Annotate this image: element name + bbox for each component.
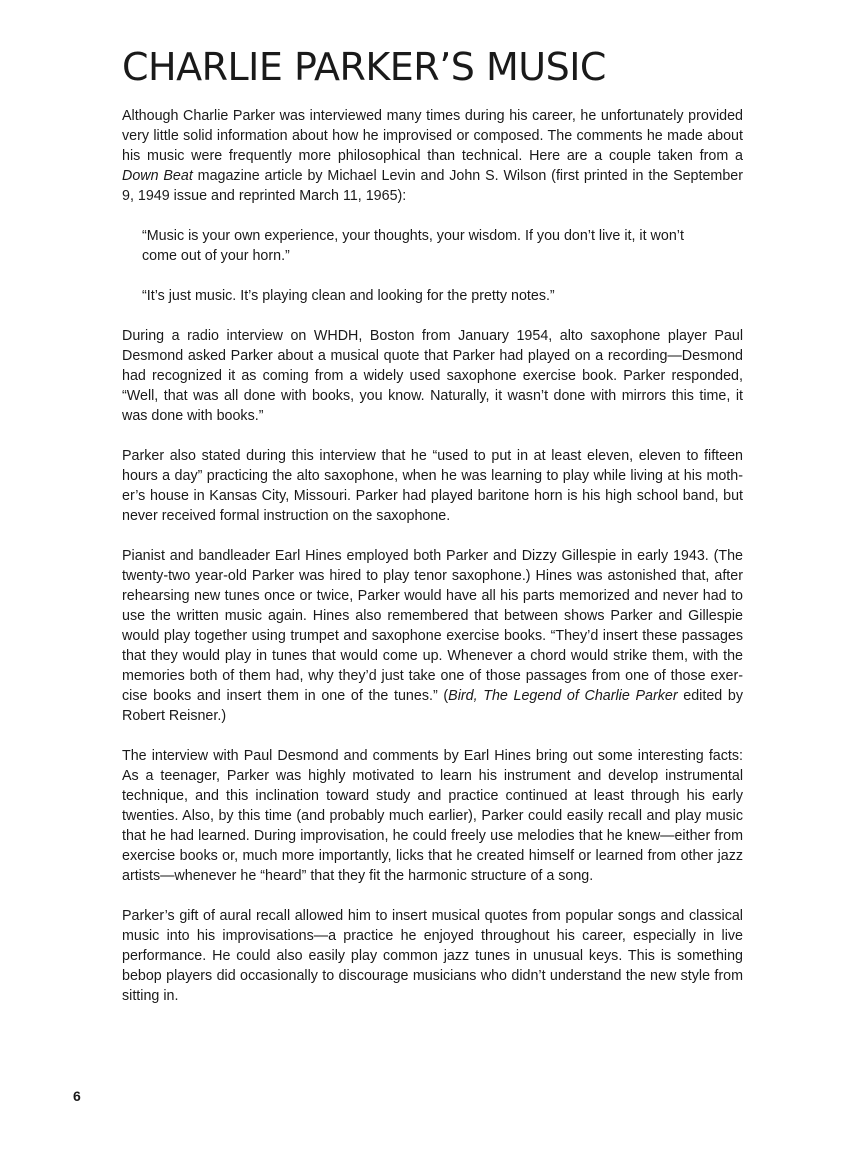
book-title: Bird, The Legend of Charlie Parker [448,688,678,704]
paragraph-aural-recall: Parker’s gift of aural recall allowed him to insert musical quotes from popular songs and classical music into his improvisations—a practice he enjoyed throughout his career, especially in live performance. He could also easily play common jazz tunes in unusual keys. This is something bebop players did occasionally to discourage musicians who didn’t understand the new style from sitting in. [122,908,743,1004]
paragraph-intro [122,106,743,206]
paragraph-earl-hines-text-a: Pianist and bandleader Earl Hines employed both Parker and Dizzy Gillespie in early 1943. (The twenty-two year-old Parker was hired to play tenor saxophone.) Hines was astonished that, after rehearsing new tunes once or twice, Parker would have all his parts memorized and never had to use the written music again. Hines also remembered that between shows Parker and Gillespie would play together using trumpet and saxophone exercise books. “They’d insert these passages that they would play in tunes that would come up. Whenever a chord would strike them, with the memories both of them had, why they’d just take one of those passages from one of those exercise books and insert them in one of the tunes.” ( [122,548,743,704]
paragraph-practice-hours: Parker also stated during this interview that he “used to put in at least eleven, eleven to fifteen hours a day” practicing the alto saxophone, when he was learning to play while living at his mother’s house in Kansas City, Missouri. Parker had played baritone horn is his high school band, but never received formal instruction on the saxophone. [122,448,743,524]
quote-music-experience: “Music is your own experience, your thoughts, your wisdom. If you don’t live it, it won’t come out of your horn.” [142,228,684,264]
quote-just-music: “It’s just music. It’s playing clean and looking for the pretty notes.” [142,288,555,304]
magazine-title: Down Beat [122,168,193,184]
paragraph-earl-hines [122,546,743,726]
paragraph-interesting-facts: The interview with Paul Desmond and comments by Earl Hines bring out some interesting facts: As a teenager, Parker was highly motivated to learn his instrument and develop instrumental technique, and this inclination toward study and practice continued at least through his early twenties. Also, by this time (and probably much earlier), Parker could easily recall and play music that he had learned. During improvisation, he could freely use melodies that he knew—either from exercise books or, much more importantly, licks that he created himself or learned from other jazz artists—whenever he “heard” that they fit the harmonic structure of a song. [122,748,743,884]
paragraph-intro-text-c: magazine article by Michael Levin and John S. Wilson (first printed in the September 9, 1949 issue and reprinted March 11, 1965): [122,168,744,204]
page-number: 6 [73,1088,81,1104]
article-body [122,106,743,1026]
page-title: CHARLIE PARKER’S MUSIC [122,45,606,89]
paragraph-radio-interview: During a radio interview on WHDH, Boston from January 1954, alto saxophone player Paul Desmond asked Parker about a musical quote that Parker had played on a recording—Desmond had recognized it as coming from a widely used saxophone exercise book. Parker responded, “Well, that was all done with books, you know. Naturally, it wasn’t done with mirrors this time, it was done with books.” [122,328,743,424]
paragraph-earl-hines-text-c: edited by Robert Reisner.) [122,688,743,724]
paragraph-intro-text-a: Although Charlie Parker was interviewed many times during his career, he unfortunately provided very little solid information about how he improvised or composed. The comments he made about his music were frequently more philosophical than technical. Here are a couple taken from a [122,108,743,164]
